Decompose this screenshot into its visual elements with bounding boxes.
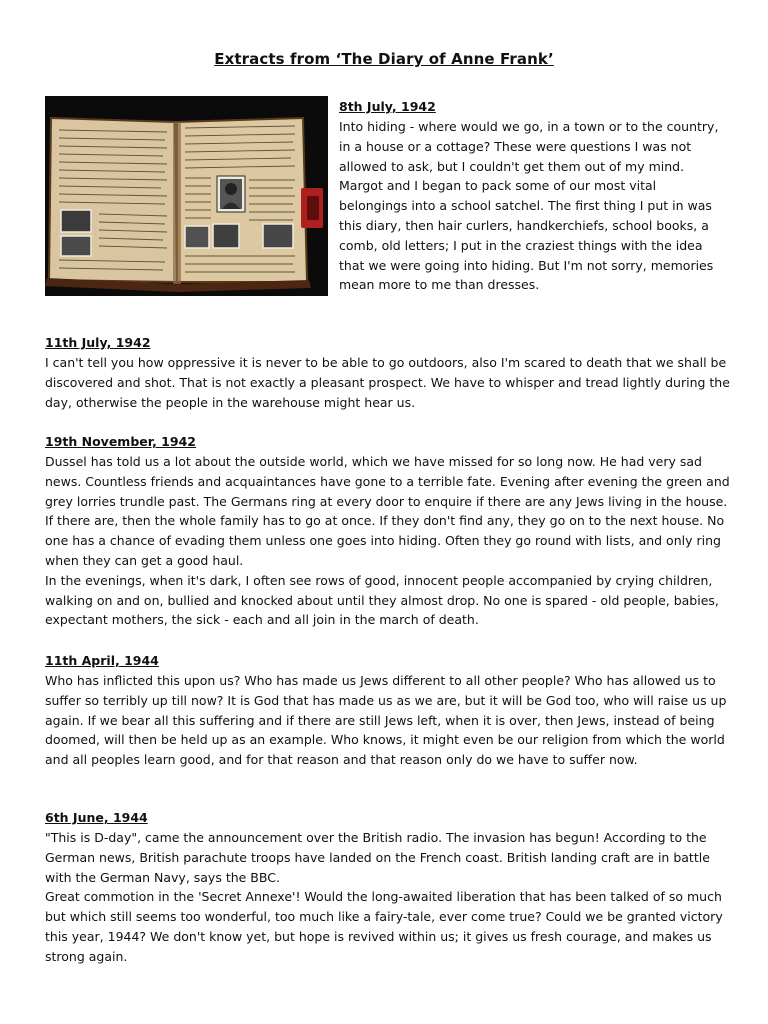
entry-date: 11th July, 1942 xyxy=(45,335,151,350)
diary-entry-5 xyxy=(45,808,735,967)
entry-text: Dussel has told us a lot about the outside world, which we have missed for so long now. He had very sad news. Countless friends and acquaintances have gone to a terrible fate. Evening after evening the green and grey lorries trundle past. The Germans ring at every door to enquire if there are any Jews living in the house. If there are, then the whole family has to go at once. If they don't find any, they go on to the next house. No one has a chance of evading them unless one goes into hiding. Often they go round with lists, and only ring when they can get a good haul. xyxy=(45,454,730,568)
entry-text: Great commotion in the 'Secret Annexe'! Would the long-awaited liberation that has been talked of so much but which still seems too wonderful, too much like a fairy-tale, ever come true? Could we be granted victory this year, 1944? We don't know yet, but hope is revived within us; it gives us fresh courage, and makes us strong again. xyxy=(45,889,723,964)
entry-text: Who has inflicted this upon us? Who has made us Jews different to all other people? Who has allowed us to suffer so terribly up till now? It is God that has made us as we are, but it will be God too, who will raise us up again. If we bear all this suffering and if there are still Jews left, when it is over, then Jews, instead of being doomed, will then be held up as an example. Who knows, it might even be our religion from which the world and all peoples learn good, and for that reason and that reason only do we have to suffer now. xyxy=(45,673,727,768)
diary-illustration xyxy=(45,96,328,296)
diary-entry-4 xyxy=(45,651,735,770)
entry-text: Into hiding - where would we go, in a town or to the country, in a house or a cottage? These were questions I was not allowed to ask, but I couldn't get them out of my mind. Margot and I began to pack some of our most vital belongings into a school satchel. The first thing I put in was this diary, then hair curlers, handkerchiefs, school books, a comb, old letters; I put in the craziest things with the idea that we were going into hiding. But I'm not sorry, memories mean more to me than dresses. xyxy=(339,119,719,293)
diary-entry-2 xyxy=(45,333,735,412)
diary-entry-1 xyxy=(339,97,727,295)
entry-date: 19th November, 1942 xyxy=(45,434,196,449)
entry-date: 8th July, 1942 xyxy=(339,99,436,114)
diary-photo xyxy=(45,96,328,296)
entry-date: 6th June, 1944 xyxy=(45,810,148,825)
page-title: Extracts from ‘The Diary of Anne Frank’ xyxy=(214,50,554,68)
entry-text: In the evenings, when it's dark, I often see rows of good, innocent people accompanied by crying children, walking on and on, bullied and knocked about until they almost drop. No one is spared - old people, babies, expectant mothers, the sick - each and all join in the march of death. xyxy=(45,572,719,628)
entry-text: "This is D-day", came the announcement over the British radio. The invasion has begun! According to the German news, British parachute troops have landed on the French coast. British landing craft are in battle with the German Navy, says the BBC. xyxy=(45,830,710,885)
diary-entry-3 xyxy=(45,432,735,630)
entry-date: 11th April, 1944 xyxy=(45,653,159,668)
entry-text: I can't tell you how oppressive it is never to be able to go outdoors, also I'm scared to death that we shall be discovered and shot. That is not exactly a pleasant prospect. We have to whisper and tread lightly during the day, otherwise the people in the warehouse might hear us. xyxy=(45,355,730,410)
